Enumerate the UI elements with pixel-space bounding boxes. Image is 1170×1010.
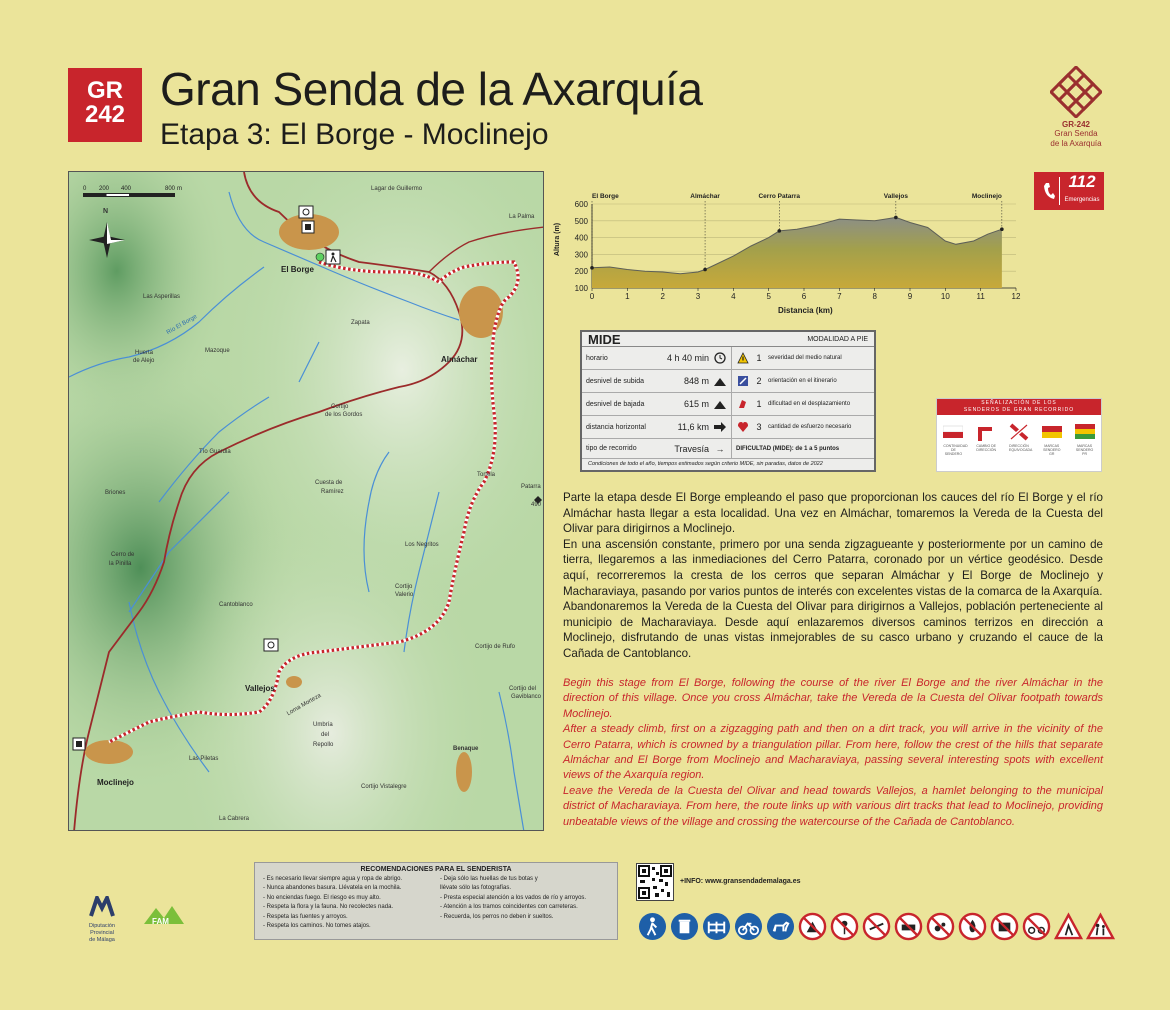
x-tick-label: 9 [907, 292, 913, 301]
mide-row-subida [582, 370, 732, 393]
warning-icon [736, 352, 750, 364]
arrow-right-icon: → [715, 443, 725, 454]
page-title: Gran Senda de la Axarquía [160, 63, 703, 115]
info-link[interactable]: +INFO: www.gransendademalaga.es [680, 878, 801, 885]
map-label: Zapata [351, 320, 370, 326]
map-label: Gaviblanco [511, 694, 542, 700]
info-board-icon [73, 738, 85, 750]
emergency-number [1060, 173, 1104, 209]
mide-row-bajada [582, 393, 732, 416]
map-label: Cortijo [395, 584, 413, 590]
sign-caption: MARCAS SENDERO PR [1075, 444, 1094, 456]
x-tick-label: 4 [731, 292, 736, 301]
mide-row-esfuerzo [732, 416, 874, 439]
elevation-profile [554, 186, 1028, 316]
elevation-ylabel: Altura (m) [554, 222, 561, 256]
map-label: Mazoque [205, 348, 230, 354]
recommendation-item: - Respeta los caminos. No tomes atajos. [263, 923, 371, 930]
ascent-icon [713, 375, 727, 387]
phone-icon [1038, 177, 1060, 205]
no-motorbike-icon [1022, 912, 1051, 941]
annotation-point [703, 268, 707, 272]
mide-value: 4 h 40 min [666, 353, 709, 363]
map-label: 490 [531, 502, 542, 508]
sign-caption: MARCAS SENDERO GR [1043, 444, 1061, 456]
map-label: Ramírez [321, 489, 344, 495]
signage-header-l1: SEÑALIZACIÓN DE LOS [981, 400, 1057, 406]
mide-title: MIDE [588, 331, 621, 347]
map-label: Loma Morteza [286, 692, 323, 718]
map-label: de Alejo [133, 358, 155, 364]
scale-unit: m [177, 186, 182, 192]
continuity-mark-icon [943, 423, 963, 441]
town-moclinejo [85, 740, 133, 764]
wrong-direction-icon [1009, 423, 1029, 441]
boot-icon [736, 398, 750, 410]
y-tick-label: 100 [574, 284, 588, 293]
description-en-paragraph: After a steady climb, first on a zigzagging path and then on a dirt track, you will arrive in the vicinity of the Cerro Patarra, which is crowned by a triangulation pillar. From here, follow the crest of the hills that separate Almáchar and El Borge from Moclinejo and Macharaviaya, passing several interesting spots with excellent views of the Axarquía region. [563, 723, 1103, 782]
mide-value: Travesía [674, 443, 709, 454]
mide-footnote: Condiciones de todo el año, tiempos estimados según criterio MIDE, sin paradas, datos de 2022 [588, 461, 823, 467]
map-label: del [321, 732, 330, 738]
route-map [68, 171, 544, 831]
gr-badge-l2: 242 [84, 101, 126, 128]
scale-bar [83, 193, 175, 197]
mide-row-dificultad [732, 439, 874, 459]
mide-label: distancia horizontal [586, 423, 646, 431]
fam-text: FAM [152, 917, 169, 926]
map-label: Huerta [135, 350, 154, 356]
brand-name-l2: de la Axarquía [1050, 139, 1102, 148]
mide-difficulty: DIFICULTAD (MIDE): de 1 a 5 puntos [736, 445, 840, 452]
x-tick-label: 0 [589, 292, 595, 301]
signage-panel [936, 398, 1102, 472]
mide-desc: cantidad de esfuerzo necesario [768, 424, 852, 430]
no-flowers-icon [830, 912, 859, 941]
annotation-label: Vallejos [883, 193, 908, 200]
recommendation-item: - Nunca abandones basura. Llévatela en la mochila. [263, 885, 402, 892]
recommendations-panel [254, 862, 618, 940]
mide-value: 11,6 km [677, 422, 709, 432]
x-tick-label: 8 [872, 292, 877, 301]
elevation-area [592, 217, 1002, 288]
map-label: Lagar de Guillermo [371, 186, 423, 192]
hiker-start-icon [326, 250, 340, 264]
brand-code: GR-242 [1061, 120, 1090, 129]
sign-pr [1075, 423, 1095, 456]
map-label: Valerio [395, 592, 414, 598]
emergency-number-value: 112 [1068, 172, 1096, 191]
warning-falling-icon [1054, 912, 1083, 941]
recommendations-right [440, 875, 609, 931]
map-label: Cortijo Vistalegre [361, 784, 407, 790]
map-label-town: Almáchar [441, 355, 478, 364]
y-tick-label: 600 [574, 200, 588, 209]
mide-row-tipo [582, 439, 732, 459]
mide-value: 848 m [683, 376, 709, 386]
pr-mark-icon [1075, 423, 1095, 441]
no-hunting-icon [862, 912, 891, 941]
elevation-chart [558, 186, 1028, 306]
recommendation-item: - Respeta las fuentes y arroyos. [263, 913, 348, 920]
mide-mode: MODALIDAD A PIE [807, 335, 868, 343]
annotation-label: Almáchar [690, 193, 720, 200]
map-label: Cerro de [111, 552, 135, 558]
map-label: Benaque [453, 746, 479, 752]
mide-label: tipo de recorrido [586, 445, 637, 452]
fam-logo-icon [142, 902, 186, 928]
annotation-point [1000, 227, 1004, 231]
description-en [563, 676, 1103, 830]
map-scale [83, 186, 182, 197]
map-label: La Palma [509, 214, 535, 220]
mide-desc: dificultad en el desplazamiento [768, 401, 851, 407]
qr-code-icon[interactable] [636, 863, 674, 901]
annotation-point [894, 216, 898, 220]
mide-row-desplazamiento [732, 393, 874, 416]
x-tick-label: 7 [837, 292, 842, 301]
x-tick-label: 12 [1011, 292, 1021, 301]
clock-icon [713, 352, 727, 364]
description-es-paragraph: Parte la etapa desde El Borge empleando el paso que proporcionan los cauces del río El Borge y el río Almáchar hasta llegar a esta localidad. Una vez en Almáchar, tomaremos la Vereda de la Cuesta del Olivar para dirigirnos a Moclinejo. [563, 491, 1103, 536]
recommendation-item: - Deja sólo las huellas de tus botas y [440, 876, 538, 882]
fence-icon [702, 912, 731, 941]
river-label: Río El Borge [165, 313, 199, 337]
mide-score: 2 [756, 376, 762, 386]
mide-label: desnivel de subida [586, 377, 644, 385]
annotation-label: El Borge [592, 193, 619, 200]
diputacion-logo [78, 896, 126, 944]
annotation-point [777, 229, 781, 233]
description-es-paragraph: Abandonaremos la Vereda de la Cuesta del Olivar para dirigirnos a Vallejos, población perteneciente al municipio de Macharaviaya. Desde aquí enlazaremos diversos caminos terrizos en dirección a Moclinejo, disfrutando de unas vistas inmejorables de su casco urbano y cruzando el cauce de la Cañada de Cantoblanco. [563, 600, 1103, 660]
map-label: Cortijo [331, 404, 349, 410]
orientation-icon [736, 375, 750, 387]
mide-row-horario [582, 347, 732, 370]
description-es-paragraph: En una ascensión constante, primero por una senda zigzagueante y posteriormente por un camino de tierra, llegaremos a las inmediaciones del Cerro Patarra, coronado por un vértice geodésico. Desde aquí, recorreremos la cresta de los cerros que separan Almáchar y El Borge de Moclinejo y Macharaviaya, pasando por varios puntos de interés con excelentes vistas de la comarca de la Axarquía. [563, 537, 1103, 598]
map-label: Cortijo del [509, 686, 537, 692]
annotation-label: Cerro Patarra [758, 193, 801, 200]
no-radio-icon [990, 912, 1019, 941]
y-tick-label: 400 [574, 233, 588, 243]
sign-continuity [943, 423, 968, 456]
recommendation-item: - Es necesario llevar siempre agua y ropa de abrigo. [263, 876, 403, 882]
emergency-badge [1034, 172, 1104, 210]
diputacion-caption-l1: Diputación Provincial [89, 923, 115, 936]
map-label: Cuesta de [315, 480, 343, 486]
recommendation-item: - Presta especial atención a los vados de río y arroyos. [440, 894, 587, 901]
start-point-icon [316, 253, 324, 261]
mide-label: desnivel de bajada [586, 400, 645, 408]
y-tick-label: 500 [574, 216, 588, 226]
knot-logo-icon [1050, 66, 1102, 118]
heart-icon [736, 421, 750, 433]
gr-mark-icon [1042, 423, 1062, 441]
descent-icon [713, 398, 727, 410]
gr-badge-l1: GR [87, 77, 123, 104]
sign-direction [976, 423, 996, 456]
pictogram-row [638, 912, 1115, 941]
diputacion-logo-icon [87, 896, 117, 918]
map-label-town: El Borge [281, 265, 314, 274]
description-es [563, 490, 1103, 662]
map-label: Repollo [313, 742, 334, 748]
mide-score: 3 [756, 422, 762, 432]
mide-desc: severidad del medio natural [768, 355, 842, 361]
map-label: la Pinilla [109, 561, 132, 567]
sign-caption: CONTINUIDAD DE SENDERO [943, 444, 968, 456]
map-label: La Cabrera [219, 816, 250, 822]
annotation-point [590, 266, 594, 270]
mide-label: horario [586, 354, 608, 362]
map-label-town: Vallejos [245, 684, 275, 693]
mide-score: 1 [756, 353, 762, 363]
gr-badge [68, 68, 142, 142]
y-tick-label: 300 [574, 250, 588, 260]
bicycle-icon [734, 912, 763, 941]
map-label: Umbría [313, 722, 333, 728]
mide-row-distancia [582, 416, 732, 439]
scale-tick: 0 [83, 186, 87, 192]
trash-bin-icon [670, 912, 699, 941]
info-board-icon [302, 221, 314, 233]
recommendation-item: - Atención a los tramos coincidentes con carreteras. [440, 904, 578, 911]
recommendations-title: RECOMENDACIONES PARA EL SENDERISTA [360, 866, 512, 873]
distance-icon [713, 421, 727, 433]
mide-score: 1 [756, 399, 762, 409]
map-label: Las Asperillas [143, 294, 181, 300]
emergency-label: Emergencias [1064, 197, 1100, 203]
x-tick-label: 5 [766, 292, 771, 301]
x-tick-label: 3 [695, 292, 701, 301]
warning-pedestrians-icon [1086, 912, 1115, 941]
north-label: N [103, 208, 109, 215]
no-vehicles-icon [894, 912, 923, 941]
camera-icon [264, 639, 278, 651]
map-label: Briones [105, 490, 126, 496]
description-en-paragraph: Leave the Vereda de la Cuesta del Olivar and head towards Vallejos, a hamlet belonging to the municipal district of Macharaviaya. From here, the route links up with various dirt tracks that lead to Moclinejo, providing unbeatable views of the village and crossing the watercourse of the Cañada de Cantoblanco. [563, 784, 1103, 828]
recommendation-item: - No enciendas fuego. El riesgo es muy alto. [263, 894, 381, 901]
x-tick-label: 11 [976, 292, 985, 301]
town-almachar [459, 286, 503, 338]
x-tick-label: 1 [625, 292, 630, 301]
x-tick-label: 2 [660, 292, 665, 301]
map-label: Patarra [521, 484, 541, 490]
brand-name-l1: Gran Senda [1054, 129, 1098, 138]
annotation-label: Moclinejo [971, 193, 1002, 200]
map-label: Tío Guardia [199, 449, 231, 455]
mide-desc: orientación en el itinerario [768, 378, 837, 384]
sign-gr [1042, 423, 1062, 456]
no-fire-icon [958, 912, 987, 941]
map-label: Los Negritos [405, 542, 439, 548]
map-label: de los Gordos [325, 412, 363, 418]
map-label: Tortela [477, 472, 496, 478]
no-litter-icon [926, 912, 955, 941]
camera-icon [299, 206, 313, 218]
sign-caption: DIRECCIÓN EQUIVOCADA [1008, 444, 1033, 452]
recommendation-item: - Recuerda, los perros no deben ir sueltos. [440, 913, 554, 920]
no-camping-icon [798, 912, 827, 941]
page-subtitle: Etapa 3: El Borge - Moclinejo [160, 118, 549, 151]
sign-caption: CAMBIO DE DIRECCIÓN [976, 444, 997, 452]
map-label: Cortijo de Rufo [475, 644, 516, 650]
scale-tick: 800 [165, 186, 176, 192]
mide-row-severidad [732, 347, 874, 370]
fam-logo [142, 902, 186, 928]
elevation-xlabel: Distancia (km) [778, 306, 833, 315]
direction-change-icon [976, 423, 996, 441]
brand-logo [1040, 66, 1112, 149]
scale-tick: 400 [121, 186, 132, 192]
scale-tick: 200 [99, 186, 110, 192]
dog-leash-icon [766, 912, 795, 941]
recommendation-item: llévate sólo las fotografías. [440, 885, 512, 892]
map-label: Las Piletas [189, 756, 219, 762]
signage-header-l2: SENDEROS DE GRAN RECORRIDO [963, 407, 1075, 413]
description-en-paragraph: Begin this stage from El Borge, following the course of the river El Borge and the river Almáchar in the direction of this village. Once you cross Almáchar, take the Vereda de la Cuesta del Olivar footpath towards Moclinejo. [563, 677, 1103, 720]
recommendations-left [263, 875, 432, 931]
x-tick-label: 6 [801, 292, 807, 301]
diputacion-caption-l2: de Málaga [89, 937, 115, 943]
mide-value: 615 m [683, 399, 709, 409]
hiker-icon [638, 912, 667, 941]
map-label: Cantoblanco [219, 602, 253, 608]
y-tick-label: 200 [574, 267, 588, 277]
x-tick-label: 10 [940, 292, 950, 301]
map-label-town: Moclinejo [97, 778, 134, 787]
mide-panel [580, 330, 876, 472]
mide-row-orientacion [732, 370, 874, 393]
recommendation-item: - Respeta la flora y la fauna. No recolectes nada. [263, 904, 394, 911]
sign-wrong [1008, 423, 1033, 456]
